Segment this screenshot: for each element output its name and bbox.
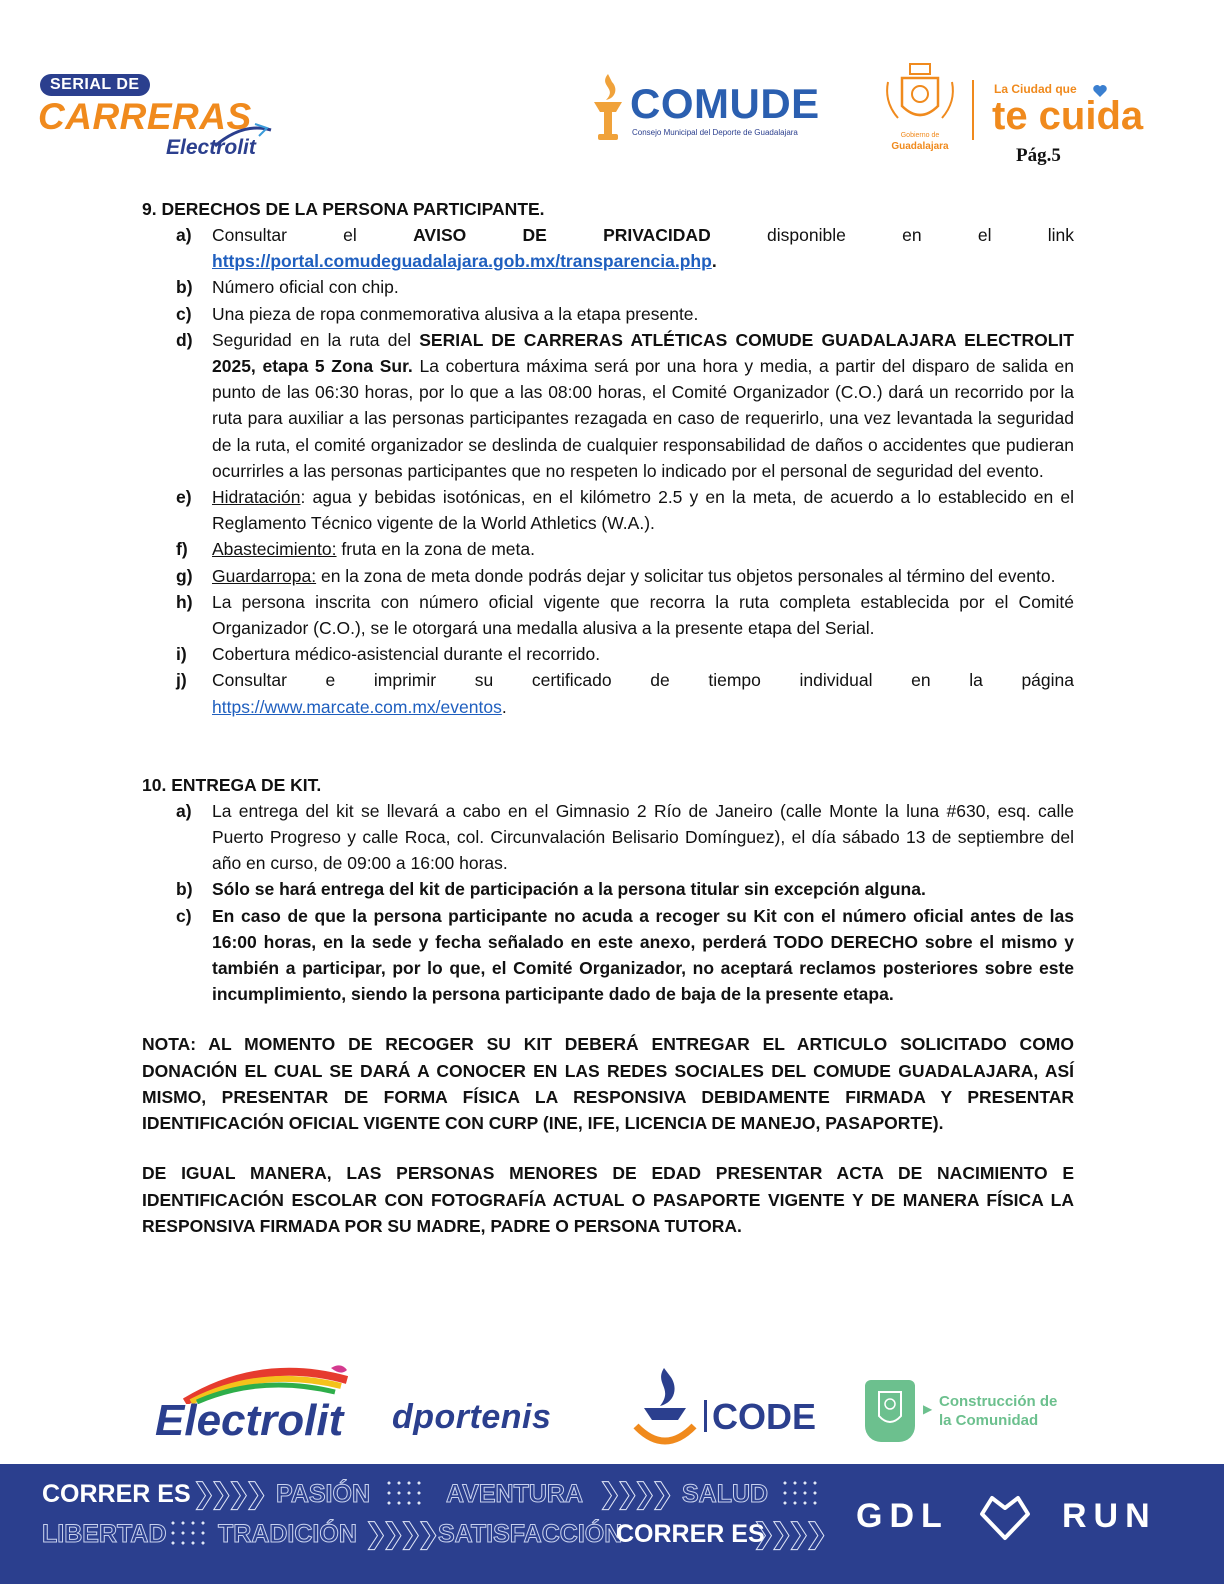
item-text xyxy=(212,484,1074,536)
list-item-9j-link xyxy=(142,694,1074,720)
footer-band xyxy=(0,1464,1224,1584)
item-label: c) xyxy=(176,905,192,926)
item-text xyxy=(212,327,1074,484)
item-label: a) xyxy=(176,800,192,821)
footer-word: SATISFACCIÓN xyxy=(438,1520,623,1548)
item-text: Sólo se hará entrega del kit de participación a la persona titular sin excepción alguna. xyxy=(212,879,926,900)
gdl-line2: Guadalajara xyxy=(891,141,949,152)
list-item-10a xyxy=(142,798,1074,877)
item-text-body: fruta en la zona de meta. xyxy=(336,539,535,560)
serial-pill-text: SERIAL DE xyxy=(40,74,150,96)
hidratacion-label: Hidratación xyxy=(212,487,301,508)
la-ciudad-que-te-cuida-logo xyxy=(994,80,1174,140)
code-wordmark: CODE xyxy=(712,1396,817,1437)
sponsor-logos-row xyxy=(0,1360,1224,1460)
gobierno-guadalajara-logo xyxy=(880,62,960,154)
item-text-pre: Seguridad en la ruta del xyxy=(212,329,420,350)
footer-word: TRADICIÓN xyxy=(218,1520,357,1548)
item-label: i) xyxy=(176,644,187,665)
item-text: La persona inscrita con número oficial vigente que recorra la ruta completa establecida por el Comité Organizador (C.O.), se le otorgará una medalla alusiva a la presente etapa del Serial. xyxy=(212,591,1074,639)
item-label: e) xyxy=(176,487,192,508)
arrow-right-icon: ▶ xyxy=(923,1402,933,1416)
footer-word: SALUD xyxy=(682,1480,769,1508)
logo-divider xyxy=(972,80,974,140)
comunidad-emblem-icon xyxy=(865,1380,915,1442)
item-label: h) xyxy=(176,591,193,612)
event-name-text: SERIAL DE CARRERAS ATLÉTICAS COMUDE GUADALAJARA ELECTROLIT 2025, etapa 5 Zona Sur. xyxy=(212,329,1074,377)
aviso-privacidad-text: AVISO DE PRIVACIDAD xyxy=(413,225,711,245)
construccion-line1: Construcción de xyxy=(939,1393,1058,1410)
list-item-9b xyxy=(142,274,1074,300)
footer-word: LIBERTAD xyxy=(42,1520,167,1548)
gdl-text: GDL xyxy=(856,1497,949,1535)
comude-subtitle: Consejo Municipal del Deporte de Guadalajara xyxy=(632,128,798,137)
item-label: g) xyxy=(176,565,193,586)
item-text-post: La cobertura máxima será por una hora y media, a partir del disparo de salida en punto de las 06:30 horas, por lo que a las 08:00 horas, el Comité Organizador (C.O.) dará un recorrido por la ruta para auxiliar a las personas participantes rezagada en caso de requerirlo, una vez levantada la seguridad de la ruta, el comité organizador se deslinda de cualquier responsabilidad de daños o accidentes que pudieran ocurrirles a las personas participantes que no respeten lo indicado por el personal de seguridad del evento. xyxy=(212,356,1074,481)
item-text: La entrega del kit se llevará a cabo en el Gimnasio 2 Río de Janeiro (calle Monte la luna #630, esq. calle Puerto Progreso y calle Roca, col. Circunvalación Belisario Domínguez), el día sábado 13 de septiembre del año en curso, de 09:00 a 16:00 horas. xyxy=(212,800,1074,874)
footer-word: CORRER ES xyxy=(616,1520,765,1548)
item-label: j) xyxy=(176,670,187,691)
transparencia-link[interactable]: https://portal.comudeguadalajara.gob.mx/transparencia.php xyxy=(212,251,712,272)
coat-of-arms-icon xyxy=(880,62,960,132)
torch-icon xyxy=(588,72,628,142)
construccion-line2: la Comunidad xyxy=(939,1412,1039,1429)
serial-de-carreras-logo xyxy=(38,72,278,164)
footer-word: AVENTURA xyxy=(446,1480,584,1508)
item-text xyxy=(212,536,1074,562)
page-number: Pág.5 xyxy=(1016,145,1061,166)
link-end: . xyxy=(711,251,717,272)
item-text-post: disponible en el link xyxy=(710,225,1074,245)
chevrons-icon: ❯❯❯❯ xyxy=(364,1518,434,1549)
note-paragraph-2: DE IGUAL MANERA, LAS PERSONAS MENORES DE EDAD PRESENTAR ACTA DE NACIMIENTO E IDENTIFICACIÓN ESCOLAR CON FOTOGRAFÍA ACTUAL O PASAPORTE VIGENTE Y DE MANERA FÍSICA LA RESPONSIVA FIRMADA POR SU MADRE, PADRE O PERSONA TUTORA. xyxy=(142,1163,1074,1236)
note-paragraph-1: NOTA: AL MOMENTO DE RECOGER SU KIT DEBERÁ ENTREGAR EL ARTICULO SOLICITADO COMO DONACIÓN EL CUAL SE DARÁ A CONOCER EN LAS REDES SOCIALES DEL COMUDE GUADALAJARA, ASÍ MISMO, PRESENTAR DE FORMA FÍSICA LA RESPONSIVA DEBIDAMENTE FIRMADA Y PRESENTAR IDENTIFICACIÓN OFICIAL VIGENTE CON CURP (INE, IFE, LICENCIA DE MANEJO, PASAPORTE). xyxy=(142,1034,1074,1134)
list-item-9f xyxy=(142,536,1074,562)
item-label: b) xyxy=(176,879,193,900)
item-label: c) xyxy=(176,303,192,324)
item-label: a) xyxy=(176,225,192,245)
dots-icon xyxy=(168,1518,210,1548)
list-item-9a xyxy=(142,222,1074,248)
footer-word: PASIÓN xyxy=(276,1480,370,1508)
gdl-line1: Gobierno de xyxy=(900,132,940,139)
list-item-9i xyxy=(142,641,1074,667)
chevrons-icon: ❯❯❯❯ xyxy=(598,1478,668,1509)
code-divider xyxy=(704,1400,707,1432)
item-label: b) xyxy=(176,277,193,298)
run-text: RUN xyxy=(1062,1497,1157,1535)
list-item-9g xyxy=(142,563,1074,589)
list-item-10c xyxy=(142,903,1074,1008)
item-text: Cobertura médico-asistencial durante el recorrido. xyxy=(212,644,601,665)
list-item-9e xyxy=(142,484,1074,536)
item-text xyxy=(212,563,1074,589)
footer-word: CORRER ES xyxy=(42,1480,191,1508)
item-label: f) xyxy=(176,539,188,560)
item-text: En caso de que la persona participante no acuda a recoger su Kit con el número oficial antes de las 16:00 horas, en la sede y fecha señalado en este anexo, perderá TODO DERECHO sobre el mismo y también a participar, por lo que, el Comité Organizador, no aceptará reclamos posteriores sobre este incumplimiento, siendo la persona participante dado de baja de la presente etapa. xyxy=(212,905,1074,1005)
list-item-9c xyxy=(142,301,1074,327)
electrolit-wordmark: Electrolit xyxy=(155,1396,344,1445)
link-end: . xyxy=(501,696,507,717)
abastecimiento-label: Abastecimiento: xyxy=(212,539,337,560)
construccion-comunidad-logo xyxy=(865,1380,1065,1450)
chevrons-icon: ❯❯❯❯ xyxy=(192,1478,262,1509)
serial-carreras-text: CARRERAS xyxy=(38,96,252,137)
code-flame-icon xyxy=(630,1362,700,1454)
tecuida-wordmark: te cuida xyxy=(992,94,1144,138)
tecuida-tagline: La Ciudad que xyxy=(994,82,1077,96)
section-10-title: 10. ENTREGA DE KIT. xyxy=(142,774,322,795)
item-text: Número oficial con chip. xyxy=(212,277,399,298)
item-label: d) xyxy=(176,329,193,350)
marcate-link[interactable]: https://www.marcate.com.mx/eventos xyxy=(212,696,502,717)
dots-icon xyxy=(384,1478,426,1508)
section-9-title: 9. DERECHOS DE LA PERSONA PARTICIPANTE. xyxy=(142,199,545,219)
comude-logo xyxy=(588,72,828,144)
electrolit-logo xyxy=(155,1360,355,1450)
list-item-9d xyxy=(142,327,1074,484)
list-item-9a-link xyxy=(142,248,1074,274)
item-text xyxy=(212,222,1074,248)
construccion-text xyxy=(939,1392,1057,1430)
chevrons-icon: ❯❯❯❯ xyxy=(752,1518,822,1549)
item-text-pre: Consultar el xyxy=(212,225,414,245)
list-item-9j xyxy=(142,667,1074,693)
item-text: Una pieza de ropa conmemorativa alusiva a la etapa presente. xyxy=(212,303,699,324)
page-header xyxy=(0,0,1224,190)
item-text: Consultar e imprimir su certificado de tiempo individual en la página xyxy=(212,670,1074,691)
guardarropa-label: Guardarropa: xyxy=(212,565,317,586)
list-item-9h xyxy=(142,589,1074,641)
item-text-body: : agua y bebidas isotónicas, en el kilómetro 2.5 y en la meta, de acuerdo a lo establecido en el Reglamento Técnico vigente de la World Athletics (W.A.). xyxy=(212,487,1074,534)
heart-outline-icon xyxy=(976,1488,1034,1544)
code-logo xyxy=(630,1362,830,1454)
item-text-body: en la zona de meta donde podrás dejar y solicitar tus objetos personales al término del evento. xyxy=(316,565,1056,586)
serial-brand-text: Electrolit xyxy=(166,136,256,159)
document-body xyxy=(142,196,1074,1239)
dportenis-logo: dportenis xyxy=(392,1398,552,1436)
dots-icon xyxy=(780,1478,822,1508)
comude-wordmark: COMUDE xyxy=(630,80,820,127)
list-item-10b xyxy=(142,876,1074,902)
